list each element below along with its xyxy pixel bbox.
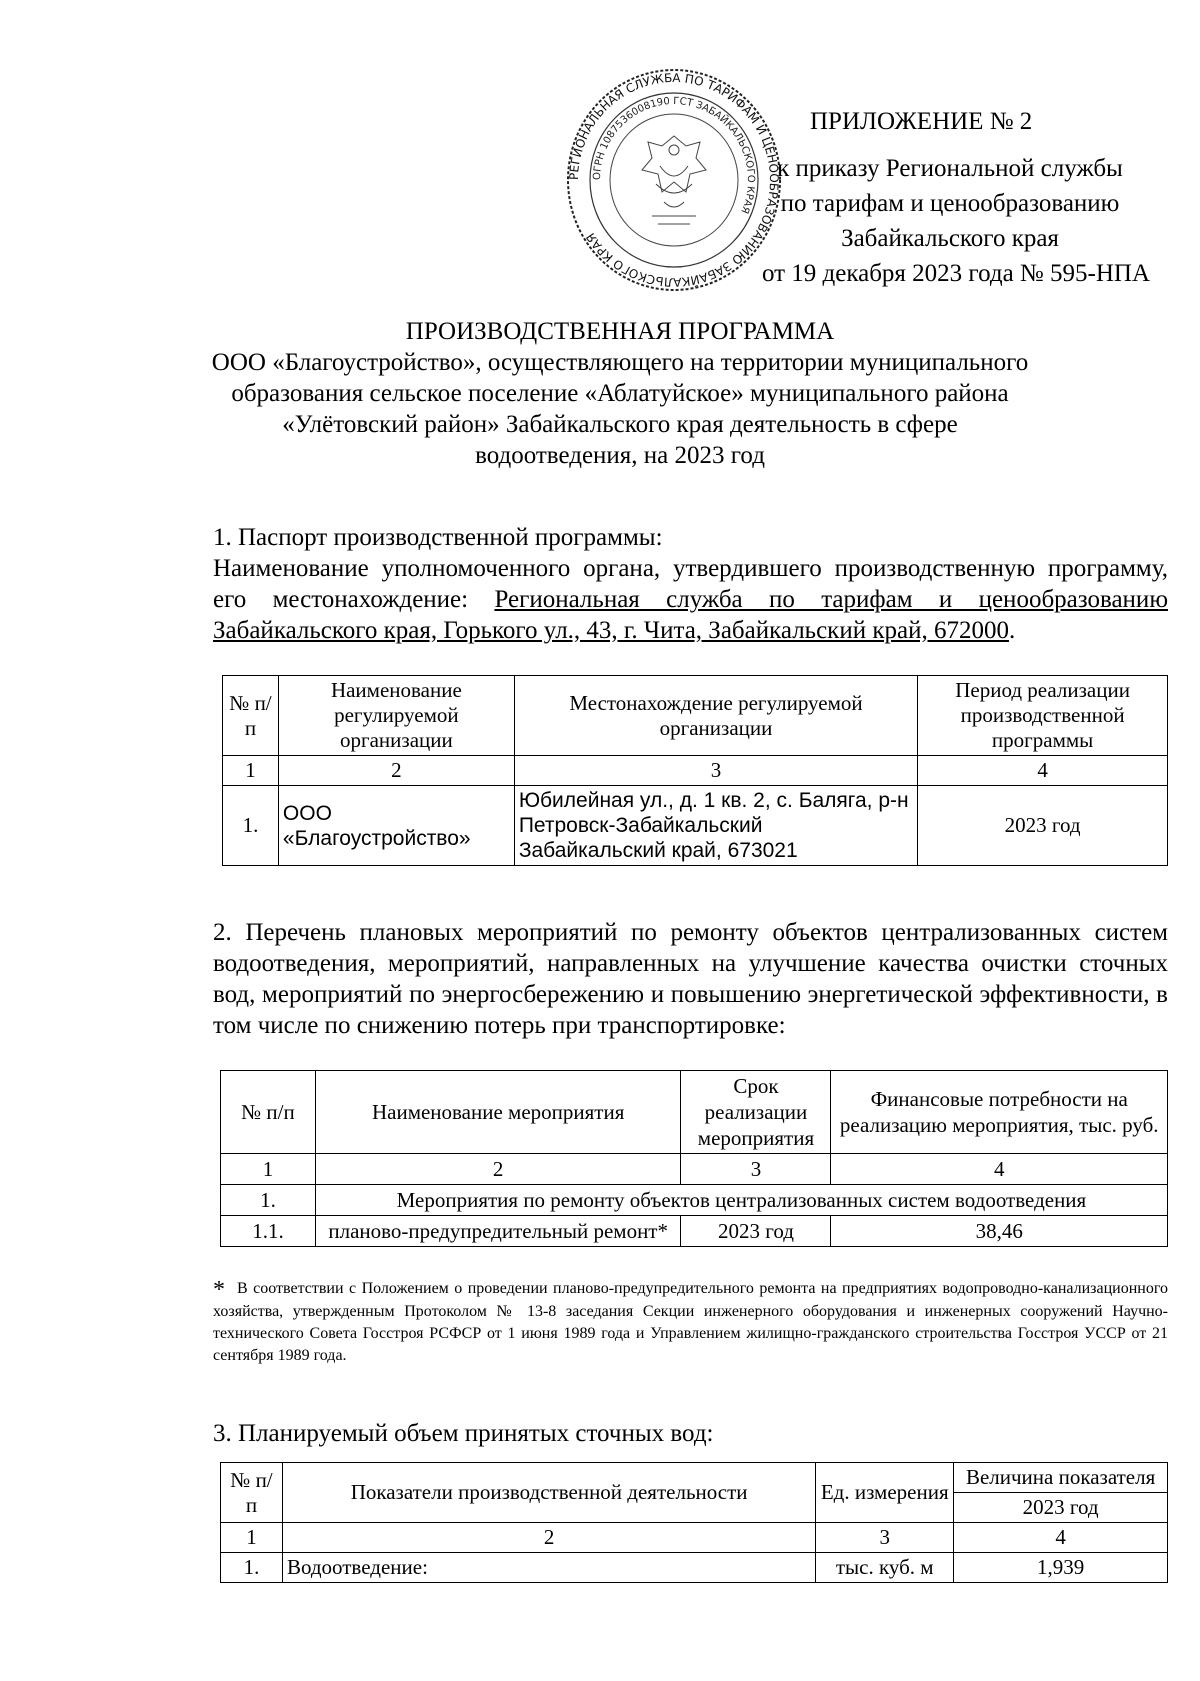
group-row [221, 1185, 1168, 1216]
col-value-header: Величина показателя [954, 1463, 1168, 1493]
col-num: 4 [831, 1154, 1168, 1185]
col-name-header: Наименование мероприятия [315, 1071, 681, 1154]
table-row [223, 786, 1168, 866]
col-num: 2 [282, 1523, 815, 1553]
order-line-4: от 19 декабря 2023 года № 595-НПА [761, 260, 1150, 287]
svg-text:ОГРН 1087536008190 ГСТ ЗАБАЙКА: ОГРН 1087536008190 ГСТ ЗАБАЙКАЛЬСКОГО КРАЯ [591, 95, 757, 215]
row-num: 1.1. [221, 1216, 316, 1247]
period-value: 2023 год [918, 786, 1168, 866]
authority-end: . [1008, 617, 1016, 644]
order-line-2: по тарифам и ценообразованию [780, 190, 1120, 217]
col-period-header: Период реализации производственной программы [918, 676, 1168, 756]
measure-name: планово-предупредительный ремонт* [315, 1216, 681, 1247]
col-num-header: № п/п [223, 676, 279, 756]
col-num: 1 [223, 756, 279, 786]
section-1 [213, 522, 1168, 646]
indicator-value: 1,939 [954, 1553, 1168, 1583]
col-num: 4 [918, 756, 1168, 786]
svg-text:РЕГИОНАЛЬНАЯ СЛУЖБА ПО ТАРИФАМ: РЕГИОНАЛЬНАЯ СЛУЖБА ПО ТАРИФАМ И ЦЕНООБРАЗОВАНИЮ ЗАБАЙКАЛЬСКОГО КРАЯ [566, 70, 782, 290]
section-1-intro: Наименование уполномоченного органа, утвердившего производственную программу, его местонахождение: [213, 555, 1168, 613]
measure-cost: 38,46 [831, 1216, 1168, 1247]
col-org-header: Наименование регулируемой организации [278, 676, 514, 756]
column-number-row [221, 1523, 1168, 1553]
col-num-header: № п/п [221, 1463, 283, 1523]
col-unit-header: Ед. измерения [816, 1463, 954, 1523]
col-num: 2 [315, 1154, 681, 1185]
title-line-2: ООО «Благоустройство», осуществляющего на территории муниципального [211, 349, 1029, 376]
group-label: Мероприятия по ремонту объектов централизованных систем водоотведения [315, 1185, 1167, 1216]
measures-table [220, 1070, 1168, 1247]
footnote [213, 1278, 1168, 1367]
document-title [200, 316, 1040, 471]
col-num: 2 [278, 756, 514, 786]
col-num: 3 [514, 756, 917, 786]
indicator-unit: тыс. куб. м [816, 1553, 954, 1583]
org-address: Юбилейная ул., д. 1 кв. 2, с. Баляга, р-н Петровск-Забайкальский Забайкальский край, 673021 [514, 786, 917, 866]
table-row [221, 1553, 1168, 1583]
title-line-5: водоотведения, на 2023 год [475, 442, 765, 469]
measure-term: 2023 год [681, 1216, 831, 1247]
title-line-3: образования сельское поселение «Аблатуйское» муниципального района [231, 380, 1009, 407]
footnote-text: В соответствии с Положением о проведении планово-предупредительного ремонта на предприятиях водопроводно-канализационного хозяйства, утвержденным Протоколом № 13-8 заседания Секции инженерного оборудования и инженерных сооружений Научно-технического Совета Госстроя РСФСР от 1 июня 1989 года и Управлением жилищно-гражданского строительства Госстроя УССР от 21 сентября 1989 года. [213, 1280, 1168, 1364]
col-num: 3 [816, 1523, 954, 1553]
volume-table [220, 1462, 1168, 1583]
passport-table [222, 675, 1168, 866]
col-cost-header: Финансовые потребности на реализацию мероприятия, тыс. руб. [831, 1071, 1168, 1154]
row-num: 1. [223, 786, 279, 866]
col-address-header: Местонахождение регулируемой организации [514, 676, 917, 756]
row-num: 1. [221, 1553, 283, 1583]
footnote-star: * [213, 1277, 225, 1303]
section-1-heading: 1. Паспорт производственной программы: [213, 524, 663, 551]
section-3-heading: 3. Планируемый объем принятых сточных вод: [213, 1420, 714, 1447]
section-1-text [213, 553, 1168, 646]
col-term-header: Срок реализации мероприятия [681, 1071, 831, 1154]
title-line-1: ПРОИЗВОДСТВЕННАЯ ПРОГРАММА [405, 318, 835, 345]
appendix-number: ПРИЛОЖЕНИЕ № 2 [810, 108, 1033, 135]
org-name: ООО «Благоустройство» [278, 786, 514, 866]
order-line-3: Забайкальского края [841, 225, 1059, 252]
col-num-header: № п/п [221, 1071, 316, 1154]
col-num: 1 [221, 1154, 316, 1185]
col-num: 4 [954, 1523, 1168, 1553]
indicator-name: Водоотведение: [282, 1553, 815, 1583]
table-row [221, 1216, 1168, 1247]
table-header-row [221, 1463, 1168, 1493]
section-2-text: 2. Перечень плановых мероприятий по ремонту объектов централизованных систем водоотведения, мероприятий, направленных на улучшение качества очистки сточных вод, мероприятий по энергосбережению и повышению энергетической эффективности, в том числе по снижению потерь при транспортировке: [213, 919, 1168, 1039]
column-number-row [221, 1154, 1168, 1185]
table-header-row [223, 676, 1168, 756]
order-line-1: к приказу Региональной службы [777, 155, 1123, 182]
col-num: 1 [221, 1523, 283, 1553]
title-line-4: «Улётовский район» Забайкальского края деятельность в сфере [282, 411, 958, 438]
col-year-header: 2023 год [954, 1493, 1168, 1523]
group-num: 1. [221, 1185, 316, 1216]
appendix-header [730, 104, 1150, 291]
authority-address: Региональная служба по тарифам и ценообразованию Забайкальского края, Горького ул., 43, г. Чита, Забайкальский край, 672000 [213, 586, 1168, 644]
table-header-row [221, 1071, 1168, 1154]
col-indicator-header: Показатели производственной деятельности [282, 1463, 815, 1523]
column-number-row [223, 756, 1168, 786]
col-num: 3 [681, 1154, 831, 1185]
